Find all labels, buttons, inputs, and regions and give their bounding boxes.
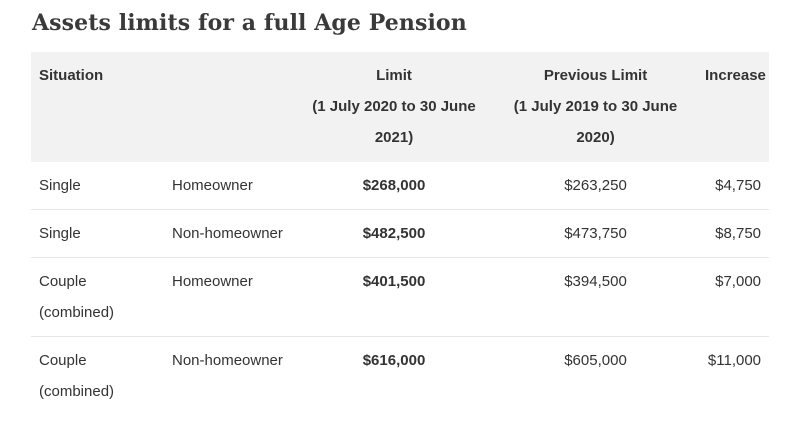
cell-type: Non-homeowner — [172, 352, 283, 369]
cell-type: Homeowner — [164, 258, 294, 337]
cell-increase: $8,750 — [697, 210, 769, 258]
cell-increase: $4,750 — [697, 162, 769, 210]
table-row — [31, 210, 769, 258]
cell-increase: $7,000 — [697, 258, 769, 337]
header-situation: Situation — [31, 52, 294, 162]
cell-limit: $482,500 — [294, 210, 494, 258]
header-increase: Increase — [697, 52, 769, 162]
cell-type: Homeowner — [164, 162, 294, 210]
table-header-row — [31, 52, 769, 162]
cell-previous-limit: $394,500 — [494, 258, 697, 337]
cell-increase: $11,000 — [707, 352, 762, 369]
cell-situation: Couple (combined) — [39, 352, 115, 400]
cell-situation: Couple (combined) — [31, 258, 164, 337]
table-row — [31, 162, 769, 210]
header-previous-label: Previous Limit — [543, 67, 648, 84]
assets-limits-table — [31, 52, 769, 415]
header-limit-label: Limit — [376, 67, 412, 84]
table-row — [31, 258, 769, 337]
header-previous-period: (1 July 2019 to 30 June 2020) — [513, 98, 678, 146]
page-title: Assets limits for a full Age Pension — [32, 10, 467, 36]
cell-previous-limit: $605,000 — [564, 352, 627, 369]
cell-previous-limit: $473,750 — [494, 210, 697, 258]
cell-previous-limit: $263,250 — [494, 162, 697, 210]
cell-limit: $401,500 — [294, 258, 494, 337]
cell-limit: $616,000 — [362, 352, 426, 369]
table-row — [31, 337, 769, 416]
header-previous-limit — [494, 52, 697, 162]
header-limit — [294, 52, 494, 162]
header-limit-period: (1 July 2020 to 30 June 2021) — [312, 98, 476, 146]
cell-type: Non-homeowner — [164, 210, 294, 258]
cell-situation: Single — [31, 210, 164, 258]
cell-limit: $268,000 — [294, 162, 494, 210]
cell-situation: Single — [31, 162, 164, 210]
